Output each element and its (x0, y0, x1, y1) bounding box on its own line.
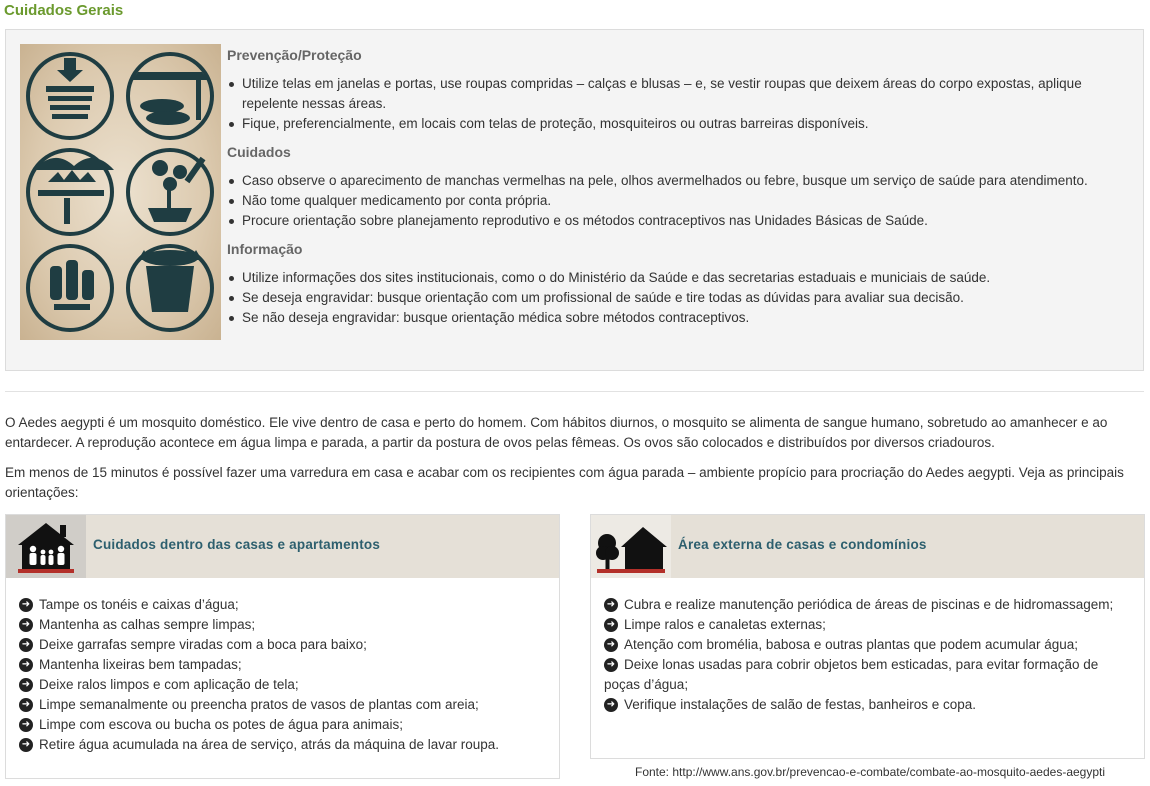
source-note: Fonte: http://www.ans.gov.br/prevencao-e-combate/combate-ao-mosquito-aedes-aegypti (635, 765, 1106, 779)
list-item: Caso observe o aparecimento de manchas vermelhas na pele, olhos avermelhados ou febre, busque um serviço de saúde para atendimento. (227, 171, 1132, 191)
arrow-circle-icon: ➜ (604, 638, 618, 652)
list-item: Procure orientação sobre planejamento reprodutivo e os métodos contraceptivos nas Unidades Básicas de Saúde. (227, 211, 1132, 231)
indoor-card-title: Cuidados dentro das casas e apartamentos (93, 537, 381, 552)
general-care-box (5, 29, 1144, 371)
list-item: ➜ Mantenha lixeiras bem tampadas; (19, 655, 547, 675)
list-item: ➜ Mantenha as calhas sempre limpas; (19, 615, 547, 635)
indoor-care-list (19, 595, 547, 755)
prevention-illustration (20, 44, 221, 340)
arrow-circle-icon: ➜ (19, 598, 33, 612)
arrow-circle-icon: ➜ (604, 698, 618, 712)
list-item: Utilize informações dos sites institucionais, como o do Ministério da Saúde e das secretarias estaduais e municiais de saúde. (227, 268, 1132, 288)
list-item: ➜ Cubra e realize manutenção periódica de áreas de piscinas e de hidromassagem; (604, 595, 1132, 615)
information-list (227, 268, 1132, 328)
list-item: ➜ Tampe os tonéis e caixas d’água; (19, 595, 547, 615)
arrow-circle-icon: ➜ (19, 678, 33, 692)
care-list (227, 171, 1132, 231)
prevention-list (227, 74, 1132, 134)
indoor-care-card (5, 514, 560, 779)
list-item: ➜ Deixe ralos limpos e com aplicação de tela; (19, 675, 547, 695)
arrow-circle-icon: ➜ (604, 658, 618, 672)
list-item: ➜ Atenção com bromélia, babosa e outras plantas que podem acumular água; (604, 635, 1132, 655)
section-heading-prevention: Prevenção/Proteção (227, 47, 362, 63)
list-item: Fique, preferencialmente, em locais com telas de proteção, mosquiteiros ou outras barreiras disponíveis. (227, 114, 1132, 134)
list-item: ➜ Limpe ralos e canaletas externas; (604, 615, 1132, 635)
arrow-circle-icon: ➜ (604, 598, 618, 612)
list-item: Utilize telas em janelas e portas, use roupas compridas – calças e blusas – e, se vestir roupas que deixem áreas do corpo expostas, aplique repelente nessas áreas. (227, 74, 1132, 114)
list-item: ➜ Limpe com escova ou bucha os potes de água para animais; (19, 715, 547, 735)
page-title: Cuidados Gerais (4, 2, 124, 19)
house-tree-icon (591, 515, 671, 578)
arrow-circle-icon: ➜ (604, 618, 618, 632)
intro-paragraph-1: O Aedes aegypti é um mosquito doméstico. Ele vive dentro de casa e perto do homem. Com hábitos diurnos, o mosquito se alimenta de sangue humano, sobretudo ao amanhecer e ao entardecer. A reprodução acontece em água limpa e parada, a partir da postura de ovos pelas fêmeas. Os ovos são colocados e distribuídos por diversos criadouros. (5, 415, 1108, 450)
arrow-circle-icon: ➜ (19, 618, 33, 632)
arrow-circle-icon: ➜ (19, 738, 33, 752)
card-header (6, 515, 559, 578)
arrow-circle-icon: ➜ (19, 718, 33, 732)
list-item: ➜ Verifique instalações de salão de festas, banheiros e copa. (604, 695, 1132, 715)
outdoor-care-list (604, 595, 1132, 715)
list-item: ➜ Deixe lonas usadas para cobrir objetos bem esticadas, para evitar formação de poças d’água; (604, 657, 1099, 692)
list-item: ➜ Retire água acumulada na área de serviço, atrás da máquina de lavar roupa. (19, 735, 547, 755)
list-item: Se não deseja engravidar: busque orientação médica sobre métodos contraceptivos. (227, 308, 1132, 328)
arrow-circle-icon: ➜ (19, 658, 33, 672)
section-heading-information: Informação (227, 241, 303, 257)
list-item: Se deseja engravidar: busque orientação com um profissional de saúde e tire todas as dúvidas para avaliar sua decisão. (227, 288, 1132, 308)
arrow-circle-icon: ➜ (19, 698, 33, 712)
house-family-icon (6, 515, 86, 578)
section-heading-care: Cuidados (227, 144, 291, 160)
list-item: Não tome qualquer medicamento por conta própria. (227, 191, 1132, 211)
list-item: ➜ Deixe garrafas sempre viradas com a boca para baixo; (19, 635, 547, 655)
list-item: ➜ Limpe semanalmente ou preencha pratos de vasos de plantas com areia; (19, 695, 547, 715)
card-header (591, 515, 1144, 578)
outdoor-card-title: Área externa de casas e condomínios (678, 537, 927, 552)
intro-paragraph-2: Em menos de 15 minutos é possível fazer uma varredura em casa e acabar com os recipientes com água parada – ambiente propício para procriação do Aedes aegypti. Veja as principais orientações: (5, 465, 1124, 500)
outdoor-care-card (590, 514, 1145, 759)
general-care-content (227, 45, 1132, 328)
divider (5, 391, 1144, 392)
arrow-circle-icon: ➜ (19, 638, 33, 652)
